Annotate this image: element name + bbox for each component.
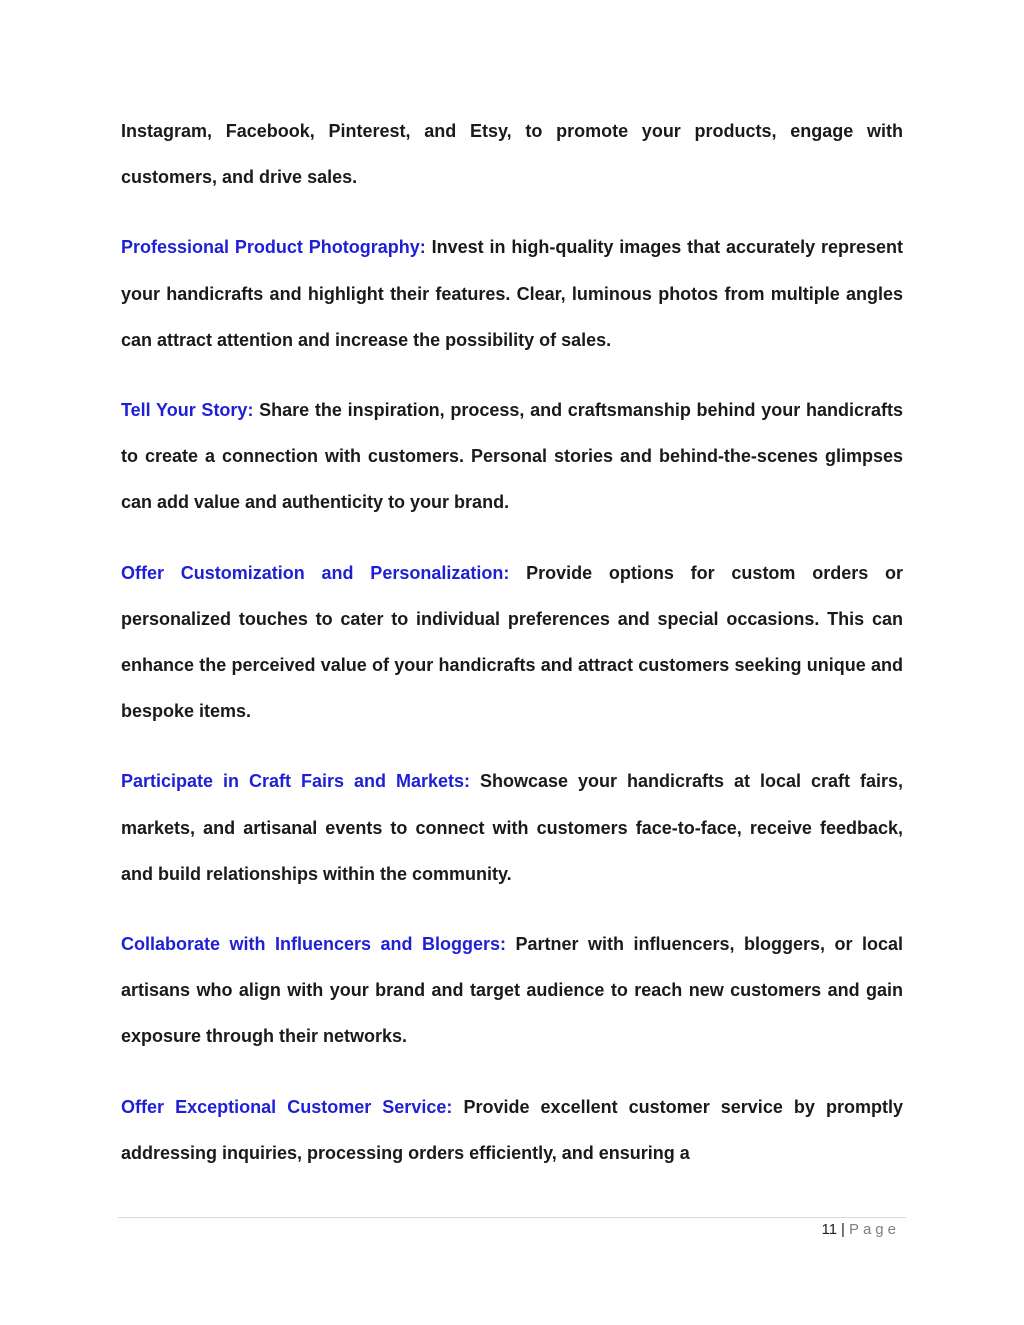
section-heading: Offer Exceptional Customer Service: bbox=[121, 1096, 464, 1117]
section-story bbox=[121, 387, 903, 526]
section-heading: Collaborate with Influencers and Bloggers: bbox=[121, 934, 516, 955]
section-heading: Professional Product Photography: bbox=[121, 237, 432, 258]
section-photography bbox=[121, 224, 903, 363]
page-label: Page bbox=[848, 1221, 900, 1238]
footer-divider bbox=[118, 1217, 906, 1218]
section-craft-fairs bbox=[121, 758, 903, 897]
page-number: 11 bbox=[821, 1221, 838, 1238]
page-footer bbox=[821, 1221, 900, 1238]
section-heading: Participate in Craft Fairs and Markets: bbox=[121, 771, 480, 792]
section-customization bbox=[121, 550, 903, 735]
section-influencers bbox=[121, 921, 903, 1060]
intro-paragraph: Instagram, Facebook, Pinterest, and Etsy, to promote your products, engage with customers, and drive sales. bbox=[121, 121, 903, 188]
section-body: Provide excellent customer service by promptly addressing inquiries, processing orders efficiently, and ensuring a bbox=[121, 1096, 904, 1163]
section-body: Partner with influencers, bloggers, or local artisans who align with your brand and target audience to reach new customers and gain exposure through their networks. bbox=[121, 934, 903, 1047]
section-heading: Offer Customization and Personalization: bbox=[121, 562, 527, 583]
section-body: Showcase your handicrafts at local craft fairs, markets, and artisanal events to connect with customers face-to-face, receive feedback, and build relationships within the community. bbox=[121, 771, 903, 884]
section-body: Provide options for custom orders or personalized touches to cater to individual preferences and special occasions. This can enhance the perceived value of your handicrafts and attract customers seeking unique and bespoke items. bbox=[121, 562, 903, 722]
section-body: Invest in high-quality images that accurately represent your handicrafts and highlight their features. Clear, luminous photos from multiple angles can attract attention and increase the possibility of sales. bbox=[121, 237, 903, 350]
section-heading: Tell Your Story: bbox=[121, 400, 260, 421]
section-customer-service bbox=[121, 1084, 903, 1176]
page-content bbox=[121, 108, 903, 1200]
footer-separator: | bbox=[841, 1221, 845, 1238]
section-body: Share the inspiration, process, and craftsmanship behind your handicrafts to create a connection with customers. Personal stories and behind-the-scenes glimpses can add value and authenticity to your brand. bbox=[121, 400, 903, 513]
